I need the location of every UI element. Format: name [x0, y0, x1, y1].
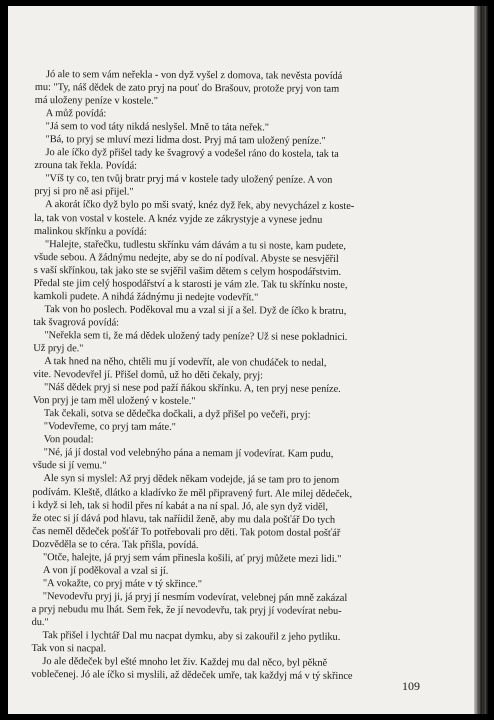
text-line: "Vodevřeme, co pryj tam máte." — [43, 421, 176, 434]
text-line: Von pryj je tam měl uložený v kostele." — [32, 395, 196, 408]
text-line: "Já sem to vod táty nikdá neslyšel. Mně to táta neřek." — [45, 121, 269, 134]
text-line: "Halejte, stařečku, tudlestu skřínku vám dávám a tu si noste, kam pudete, — [44, 238, 346, 252]
text-line: že otec si jí dává pod hlavu, tak naříidil ženě, aby mu dala pošťář Do tych — [32, 512, 336, 526]
text-line: podívám. Kleště, dlátko a kladívko že měl připravený furt. Ale milej dědeček, — [32, 486, 353, 500]
text-line: A akorát íčko dyž bylo po mši svatý, knéz dyž řek, aby nevycházel z koste- — [45, 199, 355, 213]
text-line: voblečenej. Jó ale íčko si myslili, až dědeček umře, tak každyj má v tý skřince — [31, 669, 353, 683]
text-line: čas neměl dědeček pošťář To potřebovali pro děti. Tak potom dostal pošťář — [32, 525, 341, 539]
text-line: všude si jí vemu." — [32, 460, 107, 472]
text-line: Jo ale dědeček byl ešté mnoho let živ. Každej mu dal něco, byl pěkně — [42, 656, 328, 669]
text-line: malinkou skřínku a povídá: — [33, 225, 147, 238]
page-text — [31, 68, 417, 684]
text-line: "Náš dědek pryj si nese pod paží ňákou skřínku. A, ten pryj nese peníze. — [44, 382, 341, 395]
text-line: tak švagrová povídá: — [33, 316, 120, 329]
text-line: Jo ale íčko dyž přišel tady ke švagrový a vodešel ráno do kostela, tak ta — [45, 147, 339, 161]
text-line: mu: "Ty, náš dědek de zato pryj na pouť do Brašouv, protože pryj von tam — [34, 82, 340, 95]
text-line: kamkoli pudete. A nihdá žádnýmu ji nedejte vodevřít." — [33, 290, 259, 304]
text-line: "Víš ty co, ten tvůj bratr pryj má v kostele tady uložený peníze. A von — [45, 173, 333, 187]
text-line: má uloženy peníze v kostele." — [34, 95, 158, 107]
text-line: A tak hned na něho, chtěli mu jí vodevřít, ale von chudáček to nedal, — [44, 356, 327, 369]
text-line: s vaší skřínkou, tak jako ste se svjěřil vašim dětem s celym hospodářstvim. — [33, 264, 342, 278]
text-line: všude sebou. A žádnýmu nedejte, aby se do ní podíval. Abyste se nesvjěřil — [33, 251, 339, 265]
text-line: A můž povídá: — [45, 108, 107, 120]
text-line: "Neřekla sem ti, že má dědek uložený tady peníze? Už si nese pokladnici. — [44, 329, 348, 343]
text-line: "A vokažte, co pryj máte v tý skřince." — [42, 577, 203, 590]
text-line: Tak čekali, sotva se dědečka dočkali, a dyž přišel po večeři, pryj: — [43, 408, 311, 421]
text-line: Předal ste jim celý hospodářství a k starosti je vám zle. Tak tu skřínku noste, — [33, 277, 348, 291]
text-line: Tak přišel i lychtář Dal mu nacpat dymku, aby si zakouřil z jeho pytliku. — [42, 630, 341, 643]
text-line: Jó ale to sem vám neřekla - von dyž vyšel z domova, tak nevěsta povídá — [45, 69, 343, 82]
text-line: pryj si pro ně asi přijel." — [34, 186, 134, 199]
text-line: Ale syn si myslel: Až pryj dědek někam vodejde, já se tam pro to jenom — [43, 473, 340, 487]
text-line: Von poudal: — [43, 434, 94, 446]
text-line: "Né, já jí dostal vod velebnýho pána a nemam jí vodevírat. Kam pudu, — [43, 447, 334, 461]
text-line: Tak von ho poslech. Poděkoval mu a vzal si jí a šel. Dyž de íčko k bratru, — [44, 303, 347, 317]
text-line: vite. Nevodevřel jí. Přišel domů, už ho děti čekaly, pryj: — [33, 369, 264, 382]
text-line: du." — [31, 616, 49, 629]
text-line: la, tak von vostal v kostele. A knéz vyjde ze zákrystyje a vynese jednu — [34, 212, 323, 226]
text-line: "Otče, halejte, já pryj sem vám přinesla košili, ať pryj můžete mezi lidi." — [42, 551, 342, 565]
text-line: Tak von si nacpal. — [31, 643, 107, 655]
text-line: A von jí poděkoval a vzal si jí. — [42, 564, 169, 577]
text-line: "Bá, to pryj se mluví mezi lidma dost. Pryj má tam uložený peníze." — [45, 134, 326, 148]
page-number: 109 — [402, 679, 420, 693]
text-line: i když si leh, tak si hodil přes ní kabát a na ní spal. Jó, ale syn dyž viděl, — [32, 499, 328, 513]
text-line: Dozvěděla se to céra. Tak přišla, povídá. — [32, 538, 199, 551]
text-line: a pryj nebudu mu lhát. Sem řek, že jí nevodevřu, tak pryj jí vodevírat nebu- — [31, 603, 342, 617]
book-page-edge-lines — [476, 6, 488, 714]
text-line: Už pryj de." — [33, 342, 84, 355]
text-line: "Nevodevřu pryj ji, já pryj jí nesmím vodevírat, velebnej pán mně zakázal — [42, 590, 348, 604]
text-line: zrouna tak řekla. Povídá: — [34, 160, 138, 172]
book-page — [8, 6, 474, 714]
